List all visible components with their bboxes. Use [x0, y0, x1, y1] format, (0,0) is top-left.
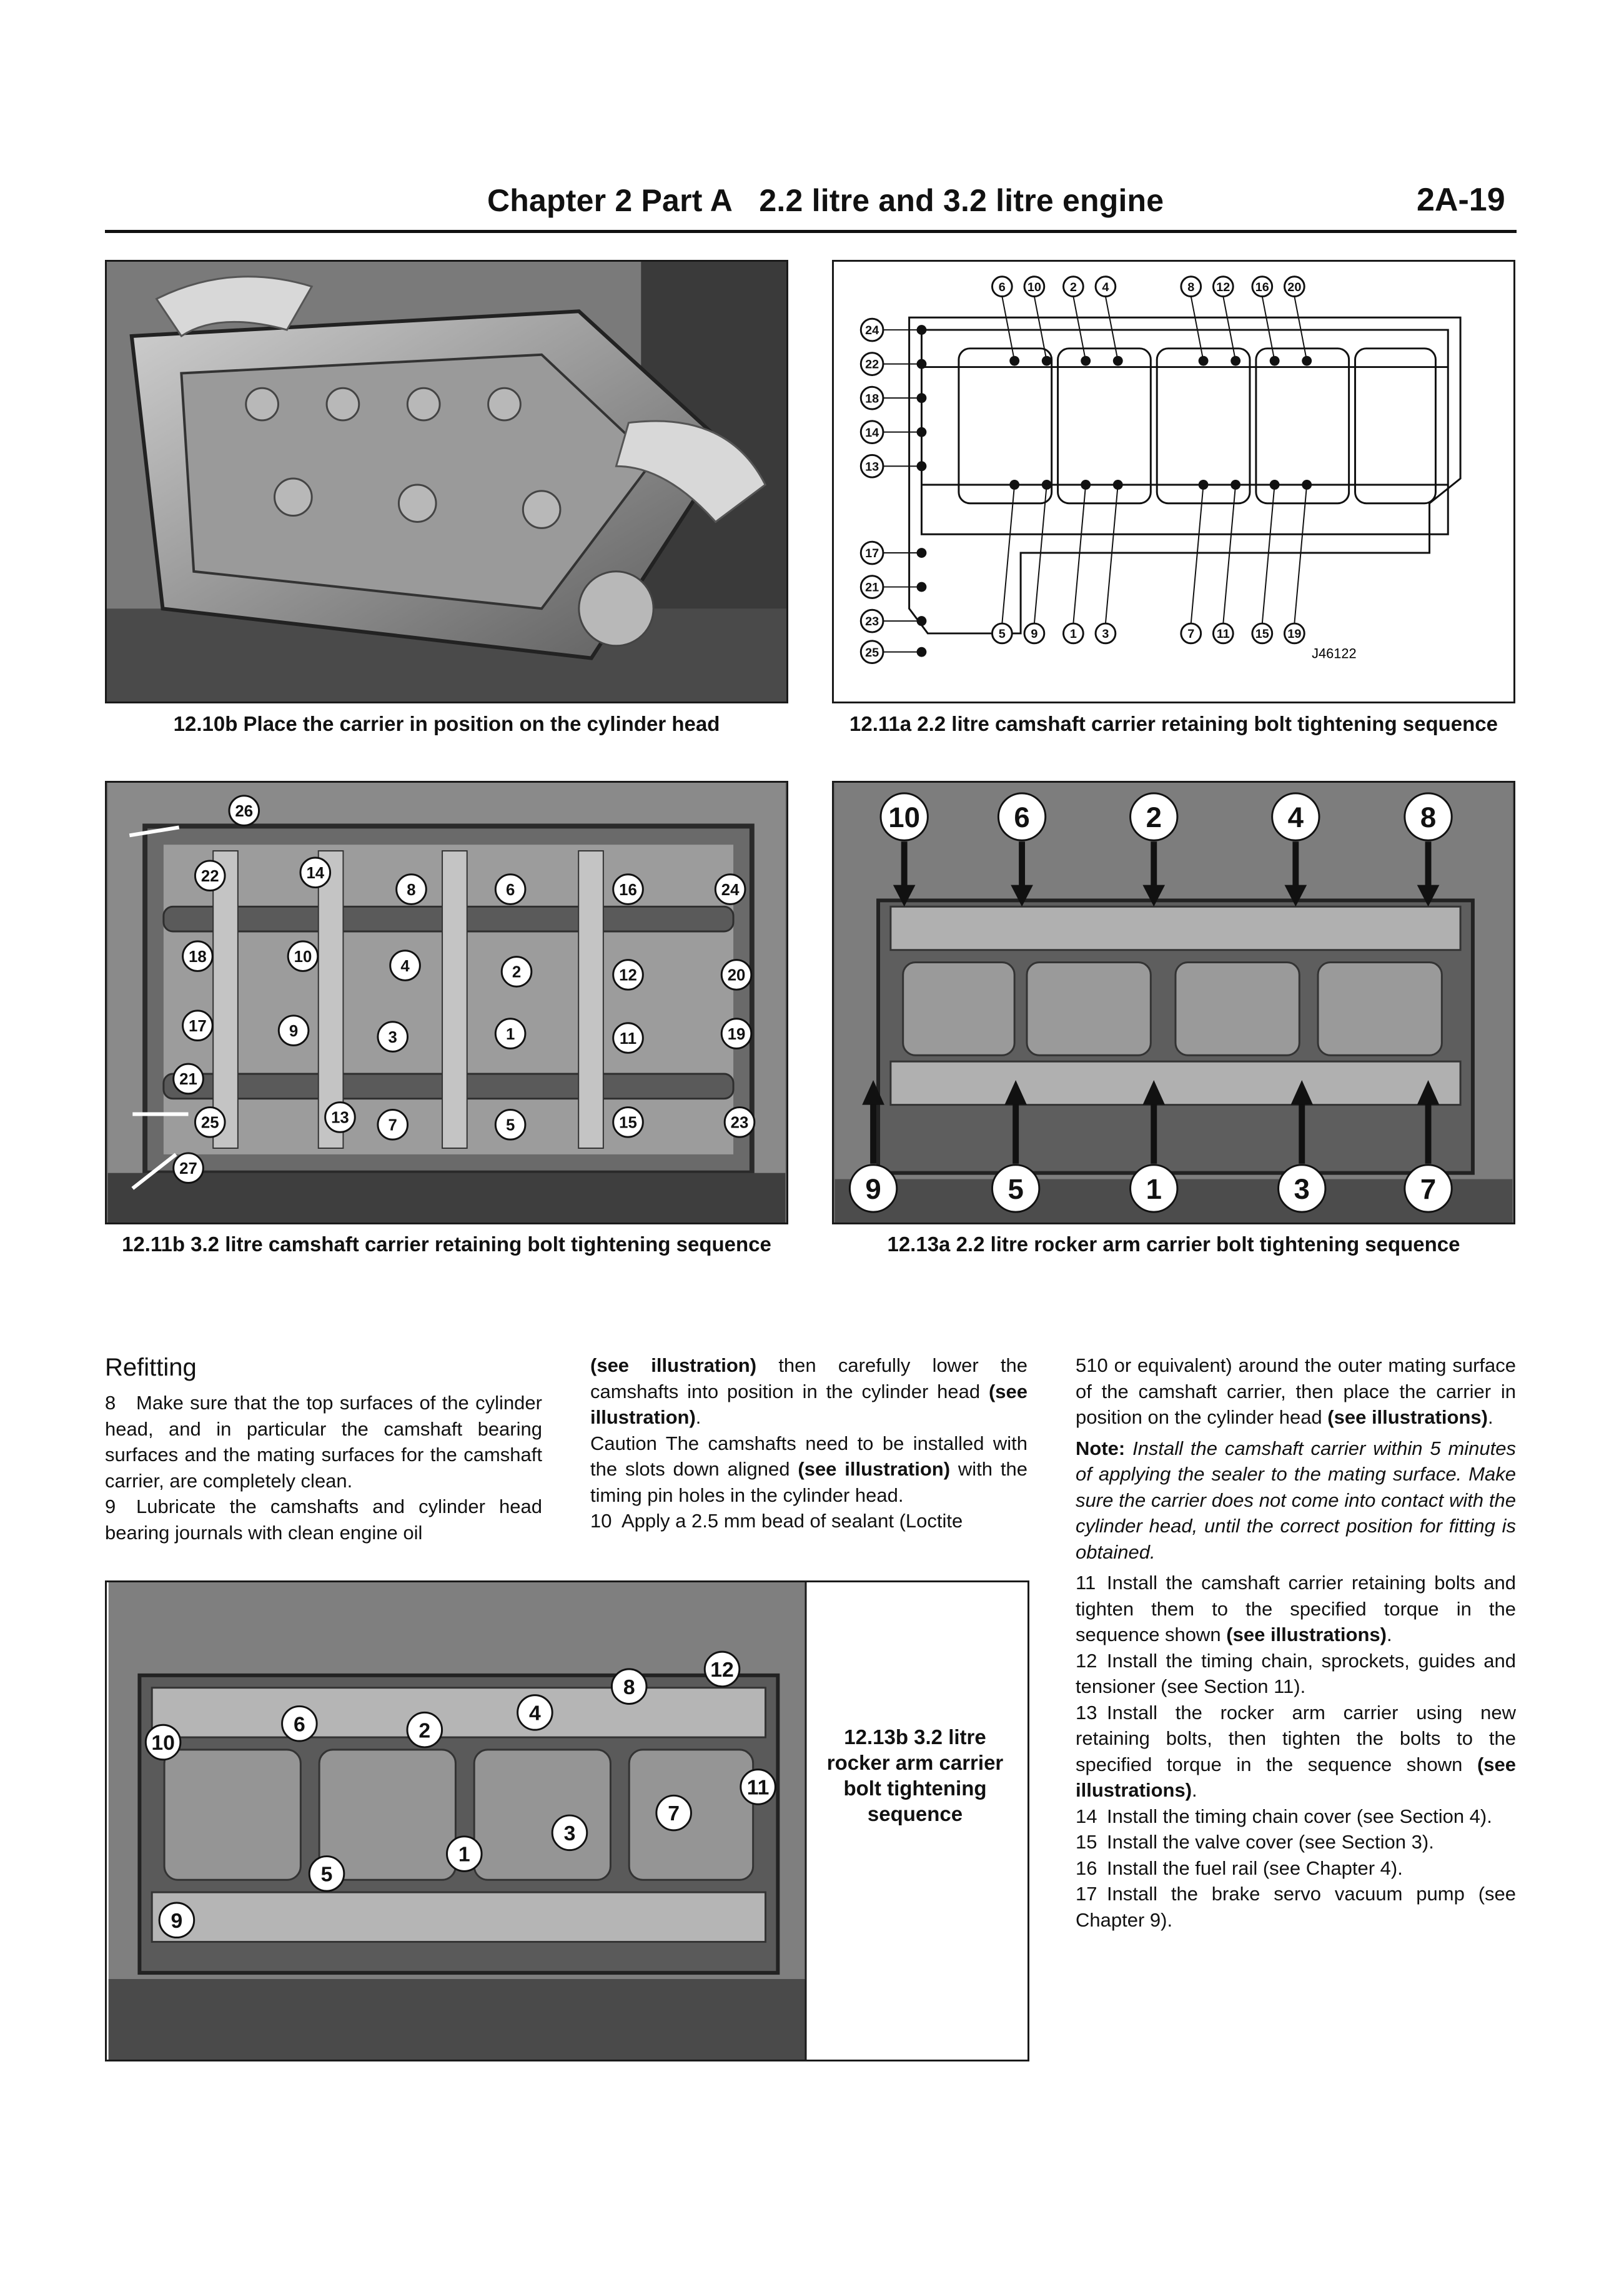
- svg-text:3: 3: [1102, 627, 1109, 642]
- callout-top-8: [1405, 793, 1452, 840]
- svg-text:6: 6: [293, 1712, 305, 1737]
- svg-text:11: 11: [619, 1029, 637, 1048]
- svg-text:2: 2: [418, 1719, 431, 1743]
- svg-text:21: 21: [179, 1071, 197, 1089]
- callout-26: [229, 796, 259, 826]
- caption-12-10b: 12.10b Place the carrier in position on the cylinder head: [173, 712, 720, 735]
- callout-22: [195, 861, 225, 891]
- figure-12-11a: [832, 260, 1515, 703]
- svg-text:24: 24: [721, 881, 740, 899]
- caution-paragraph: Caution The camshafts need to be installed with the slots down aligned (see illustration) with the timing pin holes in the cylinder head.: [590, 1432, 1028, 1506]
- svg-text:10: 10: [1027, 280, 1041, 294]
- chapter-label: Chapter 2 Part A: [487, 183, 733, 218]
- svg-text:8: 8: [623, 1675, 635, 1699]
- svg-text:2: 2: [512, 963, 522, 981]
- callout-top-12: [1213, 277, 1233, 297]
- svg-text:24: 24: [865, 324, 879, 338]
- callout-11: [741, 1770, 776, 1805]
- svg-text:5: 5: [1008, 1173, 1024, 1205]
- paragraph-8: 8 Make sure that the top surfaces of the cylinder head, and in particular the camshaft bearing surfaces and the mating surfaces for the camshaft carrier, are completely clean.: [105, 1392, 542, 1492]
- callout-top-16: [1252, 277, 1272, 297]
- paragraph-12: 12 Install the timing chain, sprockets, guides and tensioner (see Section 11).: [1076, 1649, 1516, 1697]
- callout-bottom-19: [1284, 623, 1304, 643]
- callout-5: [309, 1857, 344, 1892]
- svg-text:15: 15: [619, 1114, 637, 1132]
- svg-text:5: 5: [998, 627, 1006, 642]
- svg-text:1: 1: [1146, 1173, 1162, 1205]
- svg-text:20: 20: [1287, 280, 1302, 294]
- callout-1: [495, 1019, 525, 1049]
- callout-21: [174, 1064, 204, 1094]
- svg-text:1: 1: [458, 1842, 470, 1867]
- svg-text:21: 21: [865, 580, 879, 595]
- callout-10: [146, 1725, 181, 1760]
- callout-6: [282, 1706, 317, 1741]
- callout-13: [325, 1103, 355, 1133]
- callout-27: [174, 1153, 204, 1183]
- callout-19: [721, 1019, 751, 1049]
- svg-text:1: 1: [505, 1025, 515, 1043]
- callout-top-20: [1284, 277, 1304, 297]
- svg-text:9: 9: [171, 1908, 183, 1933]
- paragraph-15: 15 Install the valve cover (see Section 3).: [1076, 1831, 1434, 1853]
- paragraph-14: 14 Install the timing chain cover (see Section 4).: [1076, 1805, 1492, 1827]
- svg-text:23: 23: [865, 615, 879, 629]
- svg-text:1: 1: [1069, 627, 1077, 642]
- callout-12: [613, 960, 643, 990]
- svg-text:25: 25: [865, 645, 879, 660]
- callout-left-13: [861, 455, 883, 477]
- svg-text:26: 26: [235, 802, 254, 820]
- svg-text:23: 23: [730, 1114, 749, 1132]
- callout-17: [183, 1011, 213, 1041]
- callout-left-18: [861, 387, 883, 409]
- svg-text:14: 14: [865, 425, 879, 440]
- svg-text:4: 4: [529, 1701, 541, 1725]
- svg-text:3: 3: [1294, 1173, 1310, 1205]
- svg-text:3: 3: [388, 1028, 397, 1046]
- svg-text:17: 17: [865, 547, 879, 561]
- svg-text:7: 7: [1187, 627, 1195, 642]
- svg-text:19: 19: [727, 1025, 746, 1043]
- callout-3: [378, 1022, 408, 1052]
- callout-top-2: [1131, 793, 1177, 840]
- callout-bottom-9: [1024, 623, 1044, 643]
- callout-24: [715, 875, 745, 905]
- callout-7: [656, 1795, 691, 1830]
- svg-text:11: 11: [746, 1775, 770, 1800]
- svg-text:22: 22: [865, 357, 879, 372]
- header-rule: [105, 230, 1517, 233]
- svg-text:2: 2: [1146, 801, 1162, 833]
- svg-text:12: 12: [619, 966, 637, 985]
- svg-text:20: 20: [727, 966, 746, 985]
- caption-12-11b: 12.11b 3.2 litre camshaft carrier retaining bolt tightening sequence: [122, 1233, 771, 1256]
- callout-left-25: [861, 641, 883, 663]
- callout-left-14: [861, 421, 883, 444]
- svg-text:7: 7: [1420, 1173, 1437, 1205]
- callout-3: [552, 1815, 587, 1850]
- callout-bottom-1: [1064, 623, 1084, 643]
- callout-11: [613, 1023, 643, 1053]
- callout-5: [495, 1110, 525, 1140]
- callout-bottom-9: [849, 1165, 896, 1212]
- figure-12-10b: [105, 260, 788, 703]
- callout-7: [378, 1110, 408, 1140]
- note-paragraph: Note: Install the camshaft carrier within 5 minutes of applying the sealer to the mating surface. Make sure the carrier does not come into contact with the cylinder head, until the correct position for fitting is obtained.: [1076, 1437, 1516, 1563]
- svg-text:4: 4: [1102, 280, 1109, 294]
- drawing-ref: J46122: [1312, 645, 1357, 662]
- callout-top-10: [1024, 277, 1044, 297]
- paragraph-11: 11 Install the camshaft carrier retaining bolts and tighten them to the specified torque in the sequence shown (see illustrations).: [1076, 1572, 1516, 1645]
- svg-text:9: 9: [1031, 627, 1038, 642]
- callout-1: [447, 1837, 482, 1872]
- callout-2: [407, 1712, 442, 1747]
- svg-text:12: 12: [710, 1658, 734, 1682]
- callout-bottom-15: [1252, 623, 1272, 643]
- svg-text:9: 9: [865, 1173, 881, 1205]
- callout-top-2: [1064, 277, 1084, 297]
- svg-text:8: 8: [1187, 280, 1195, 294]
- callout-top-8: [1181, 277, 1201, 297]
- svg-text:5: 5: [320, 1862, 333, 1887]
- camshaft-carrier-photo: [107, 783, 786, 1223]
- callout-12: [705, 1652, 740, 1687]
- callout-14: [300, 858, 330, 888]
- callout-bottom-5: [992, 623, 1012, 643]
- svg-text:22: 22: [201, 868, 219, 886]
- caption-12-13b: 12.13b 3.2 litre rocker arm carrier bolt tightening sequence: [826, 1725, 1004, 1825]
- callout-bottom-11: [1213, 623, 1233, 643]
- svg-text:2: 2: [1069, 280, 1077, 294]
- callout-4: [390, 951, 420, 981]
- svg-text:6: 6: [1014, 801, 1030, 833]
- callout-25: [195, 1108, 225, 1138]
- callout-bottom-1: [1131, 1165, 1177, 1212]
- callout-left-22: [861, 353, 883, 375]
- callout-left-23: [861, 610, 883, 632]
- callout-left-17: [861, 542, 883, 564]
- svg-text:18: 18: [189, 948, 207, 966]
- svg-text:19: 19: [1287, 627, 1302, 642]
- paragraph-10: 10 Apply a 2.5 mm bead of sealant (Loctite: [590, 1510, 963, 1532]
- page-number: 2A-19: [1417, 182, 1505, 218]
- text-column-2: [590, 1352, 1027, 1534]
- callout-15: [613, 1108, 643, 1138]
- text-column-3: [1076, 1352, 1516, 1933]
- callout-bottom-5: [992, 1165, 1039, 1212]
- callout-9: [279, 1016, 309, 1046]
- svg-text:5: 5: [505, 1116, 515, 1134]
- svg-text:27: 27: [179, 1160, 197, 1178]
- svg-text:8: 8: [407, 881, 416, 899]
- svg-text:4: 4: [1287, 801, 1304, 833]
- callout-left-21: [861, 576, 883, 598]
- callout-8: [611, 1669, 646, 1704]
- callout-bottom-3: [1096, 623, 1116, 643]
- paragraph-13: 13 Install the rocker arm carrier using new retaining bolts, then tighten the bolts to the specified torque in the sequence shown (see illustrations).: [1076, 1701, 1516, 1801]
- figure-12-13a: [832, 781, 1515, 1224]
- paragraph-9: 9 Lubricate the camshafts and cylinder head bearing journals with clean engine oil: [105, 1496, 542, 1544]
- text-column-1: [105, 1352, 542, 1545]
- paragraph-16: 16 Install the fuel rail (see Chapter 4).: [1076, 1857, 1403, 1879]
- callout-9: [159, 1903, 194, 1938]
- svg-text:15: 15: [1255, 627, 1269, 642]
- svg-text:18: 18: [865, 392, 879, 406]
- svg-text:16: 16: [619, 881, 637, 899]
- svg-text:10: 10: [888, 801, 921, 833]
- callout-top-10: [881, 793, 928, 840]
- paragraph-9-cont: (see illustration) then carefully lower the camshafts into position in the cylinder head (see illustration).: [590, 1354, 1027, 1428]
- svg-text:8: 8: [1420, 801, 1437, 833]
- svg-text:13: 13: [865, 460, 879, 474]
- svg-text:13: 13: [331, 1109, 349, 1127]
- callout-left-24: [861, 319, 883, 341]
- callout-bottom-7: [1405, 1165, 1452, 1212]
- figure-12-11b: [105, 781, 788, 1224]
- chapter-heading: [487, 182, 1164, 219]
- svg-text:11: 11: [1216, 627, 1230, 642]
- rocker-carrier-photo: [834, 783, 1513, 1223]
- engine-photo-icon: [107, 262, 786, 702]
- callout-23: [725, 1108, 755, 1138]
- callout-top-6: [992, 277, 1012, 297]
- svg-text:12: 12: [1216, 280, 1230, 294]
- svg-text:3: 3: [563, 1821, 576, 1845]
- callout-top-6: [998, 793, 1045, 840]
- callout-top-4: [1272, 793, 1319, 840]
- camshaft-carrier-diagram: [834, 262, 1513, 702]
- caption-12-13a: 12.13a 2.2 litre rocker arm carrier bolt tightening sequence: [887, 1233, 1460, 1256]
- callout-18: [183, 941, 213, 971]
- callout-6: [495, 875, 525, 905]
- svg-text:10: 10: [151, 1731, 175, 1755]
- paragraph-10-cont: 510 or equivalent) around the outer mating surface of the camshaft carrier, then place the carrier in position on the cylinder head (see illustrations).: [1076, 1354, 1516, 1428]
- section-heading: Refitting: [105, 1354, 197, 1381]
- svg-text:17: 17: [189, 1017, 207, 1035]
- svg-text:7: 7: [668, 1802, 680, 1826]
- callout-10: [288, 941, 318, 971]
- svg-text:25: 25: [201, 1114, 219, 1132]
- svg-text:6: 6: [505, 881, 515, 899]
- svg-text:7: 7: [388, 1116, 397, 1134]
- callout-bottom-3: [1279, 1165, 1325, 1212]
- svg-text:4: 4: [400, 957, 410, 975]
- callout-2: [502, 957, 532, 987]
- chapter-subject: 2.2 litre and 3.2 litre engine: [759, 183, 1164, 218]
- svg-text:10: 10: [294, 948, 312, 966]
- svg-text:14: 14: [306, 865, 325, 883]
- svg-text:9: 9: [289, 1022, 299, 1040]
- paragraph-17: 17 Install the brake servo vacuum pump (see Chapter 9).: [1076, 1883, 1516, 1931]
- caption-12-11a: 12.11a 2.2 litre camshaft carrier retaining bolt tightening sequence: [849, 712, 1498, 735]
- svg-text:6: 6: [998, 280, 1006, 294]
- callout-4: [518, 1695, 553, 1730]
- callout-20: [721, 960, 751, 990]
- callout-8: [397, 875, 427, 905]
- svg-text:16: 16: [1255, 280, 1269, 294]
- callout-bottom-7: [1181, 623, 1201, 643]
- callout-16: [613, 875, 643, 905]
- callout-top-4: [1096, 277, 1116, 297]
